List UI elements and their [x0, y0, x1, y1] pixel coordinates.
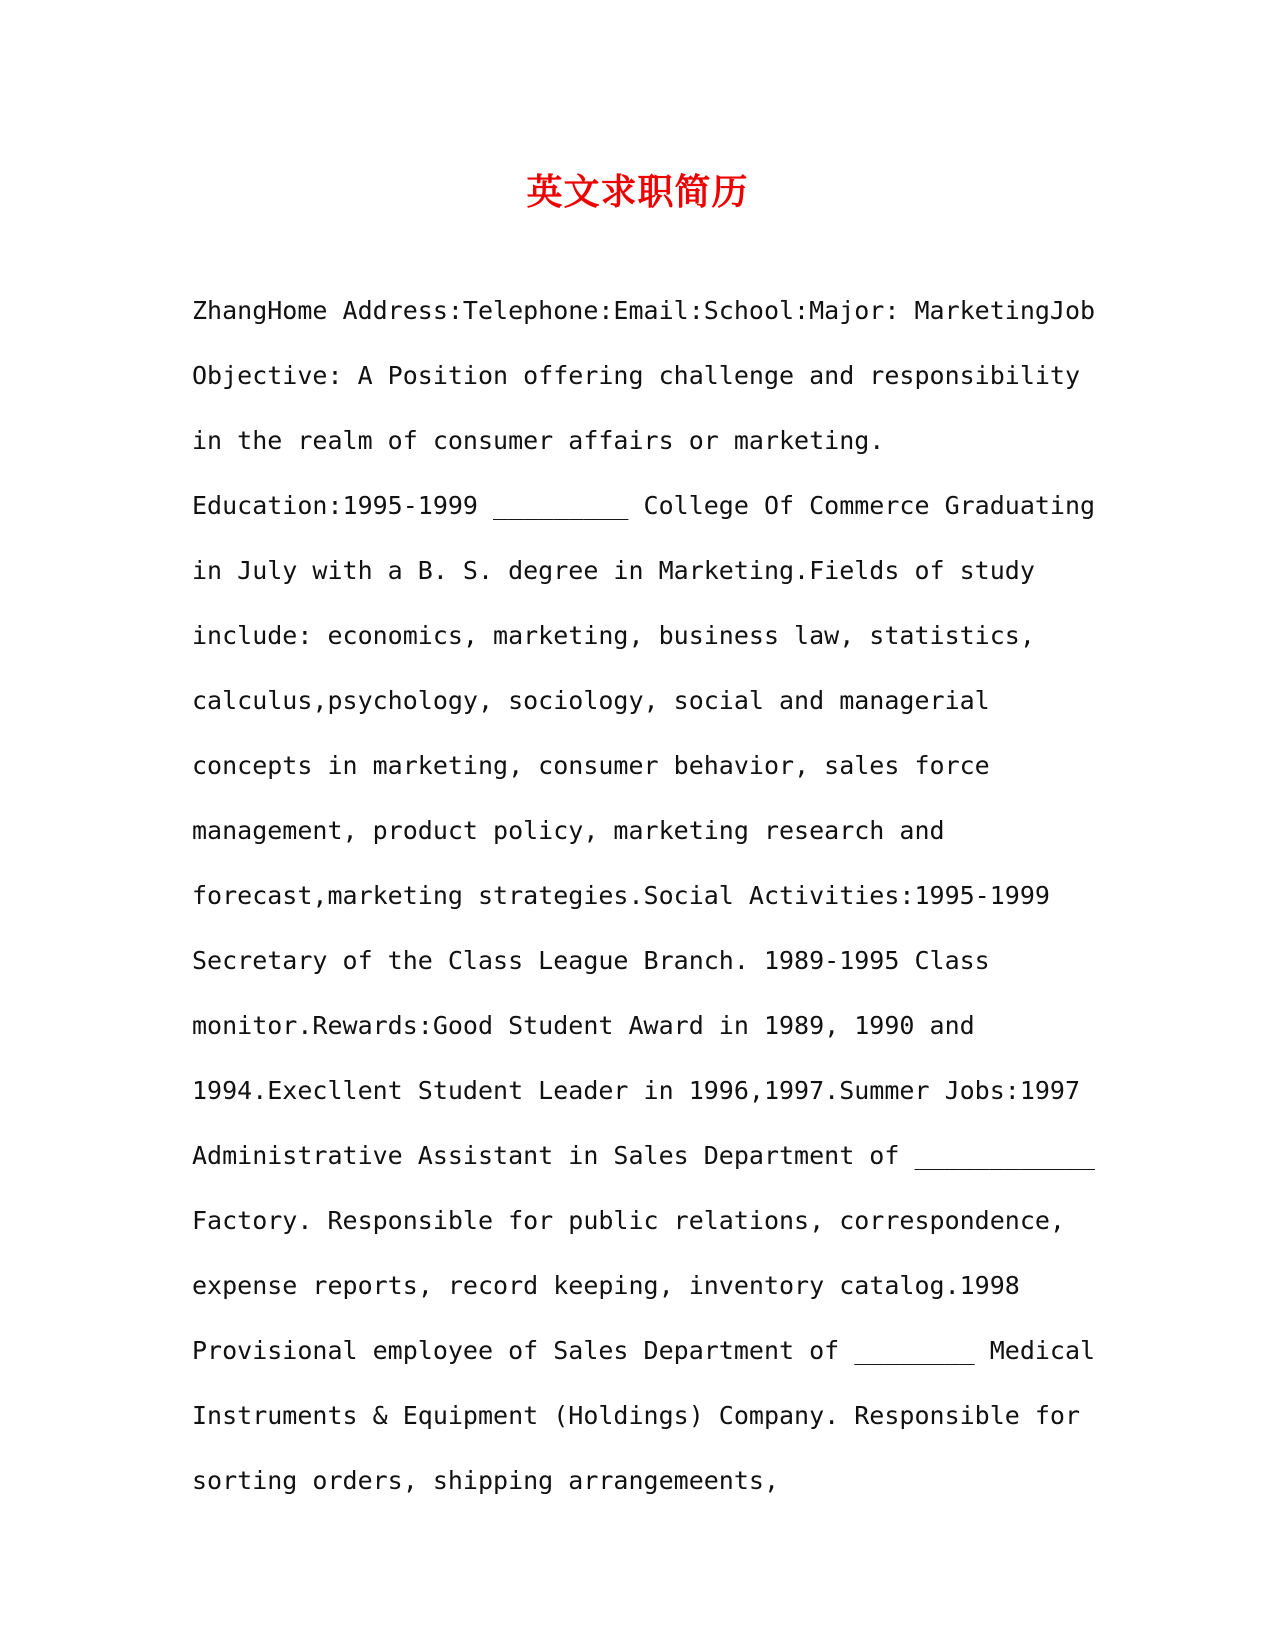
- body-line-2: Objective: A Position offering challenge and responsibility: [192, 361, 1081, 390]
- body-line-18: Instruments & Equipment (Holdings) Company. Responsible for: [192, 1401, 1081, 1430]
- body-line-4: Education:1995-1999 _________ College Of Commerce Graduating: [192, 491, 1096, 520]
- body-line-11: Secretary of the Class League Branch. 1989-1995 Class: [192, 946, 990, 975]
- document-body: [192, 278, 1096, 1513]
- body-line-6: include: economics, marketing, business law, statistics,: [192, 621, 1035, 650]
- body-line-5: in July with a B. S. degree in Marketing.Fields of study: [192, 556, 1035, 585]
- body-line-13: 1994.Execllent Student Leader in 1996,1997.Summer Jobs:1997: [192, 1076, 1081, 1105]
- body-line-15: Factory. Responsible for public relations, correspondence,: [192, 1206, 1065, 1235]
- body-line-19: sorting orders, shipping arrangemeents,: [192, 1466, 779, 1495]
- body-line-10: forecast,marketing strategies.Social Activities:1995-1999: [192, 881, 1050, 910]
- body-line-16: expense reports, record keeping, inventory catalog.1998: [192, 1271, 1020, 1300]
- body-line-14: Administrative Assistant in Sales Department of ____________: [192, 1141, 1096, 1170]
- body-line-8: concepts in marketing, consumer behavior, sales force: [192, 751, 990, 780]
- document-title: 英文求职简历: [526, 171, 749, 213]
- body-line-3: in the realm of consumer affairs or marketing.: [192, 426, 885, 455]
- body-line-12: monitor.Rewards:Good Student Award in 1989, 1990 and: [192, 1011, 975, 1040]
- body-line-9: management, product policy, marketing research and: [192, 816, 945, 845]
- body-line-17: Provisional employee of Sales Department of ________ Medical: [192, 1336, 1096, 1365]
- body-line-1: ZhangHome Address:Telephone:Email:School:Major: MarketingJob: [192, 296, 1096, 325]
- body-line-7: calculus,psychology, sociology, social and managerial: [192, 686, 990, 715]
